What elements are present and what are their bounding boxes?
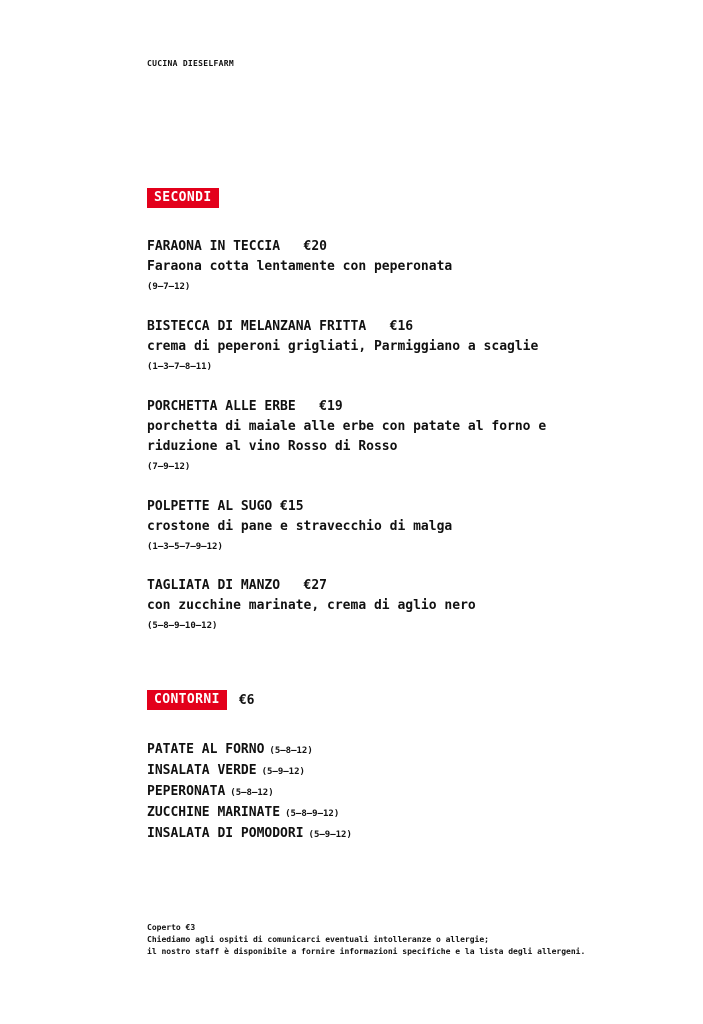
contorni-list — [147, 740, 352, 845]
menu-item — [147, 576, 476, 633]
menu-item — [147, 497, 452, 554]
menu-item-allergens: (9–7–12) — [147, 282, 191, 292]
menu-item-title: FARAONA IN TECCIA €20 — [147, 239, 328, 254]
menu-item — [147, 317, 538, 374]
menu-item-allergens: (1–3–7–8–11) — [147, 362, 213, 372]
section-heading-secondi: SECONDI — [147, 188, 219, 208]
menu-item-description: con zucchine marinate, crema di aglio nero — [147, 598, 476, 613]
list-item — [147, 782, 352, 803]
menu-item-title: BISTECCA DI MELANZANA FRITTA €16 — [147, 319, 414, 334]
side-allergens: (5–9–12) — [261, 767, 305, 777]
brand-name: CUCINA DIESELFARM — [147, 59, 234, 68]
menu-item-description: crostone di pane e stravecchio di malga — [147, 519, 453, 534]
list-item — [147, 824, 352, 845]
cover-charge: Coperto €3 — [147, 923, 196, 932]
side-name: ZUCCHINE MARINATE — [147, 805, 281, 820]
menu-item — [147, 237, 452, 294]
section-secondi — [147, 186, 219, 208]
side-name: INSALATA DI POMODORI — [147, 826, 304, 841]
side-allergens: (5–8–12) — [269, 746, 313, 756]
section-contorni — [147, 690, 254, 710]
menu-item-description: porchetta di maiale alle erbe con patate al forno e riduzione al vino Rosso di Rosso — [147, 419, 547, 454]
menu-item-allergens: (5–8–9–10–12) — [147, 621, 218, 631]
menu-item-title: PORCHETTA ALLE ERBE €19 — [147, 399, 343, 414]
section-heading-contorni: CONTORNI — [147, 690, 227, 710]
menu-item-allergens: (7–9–12) — [147, 462, 191, 472]
side-allergens: (5–8–12) — [230, 788, 274, 798]
list-item — [147, 803, 352, 824]
side-allergens: (5–9–12) — [308, 830, 352, 840]
allergy-notice-line-1: Chiediamo agli ospiti di comunicarci eventuali intolleranze o allergie; — [147, 935, 489, 944]
menu-item-allergens: (1–3–5–7–9–12) — [147, 542, 223, 552]
side-name: INSALATA VERDE — [147, 763, 257, 778]
side-allergens: (5–8–9–12) — [285, 809, 340, 819]
allergy-notice-line-2: il nostro staff è disponibile a fornire informazioni specifiche e la lista degli allergeni. — [147, 947, 586, 956]
menu-item — [147, 397, 587, 474]
side-name: PATATE AL FORNO — [147, 742, 265, 757]
menu-item-title: POLPETTE AL SUGO €15 — [147, 499, 304, 514]
menu-item-description: crema di peperoni grigliati, Parmiggiano a scaglie — [147, 339, 539, 354]
menu-item-description: Faraona cotta lentamente con peperonata — [147, 259, 453, 274]
side-name: PEPERONATA — [147, 784, 226, 799]
footer-notes — [147, 922, 585, 958]
contorni-price: €6 — [238, 692, 255, 708]
list-item — [147, 740, 352, 761]
list-item — [147, 761, 352, 782]
menu-item-title: TAGLIATA DI MANZO €27 — [147, 578, 328, 593]
